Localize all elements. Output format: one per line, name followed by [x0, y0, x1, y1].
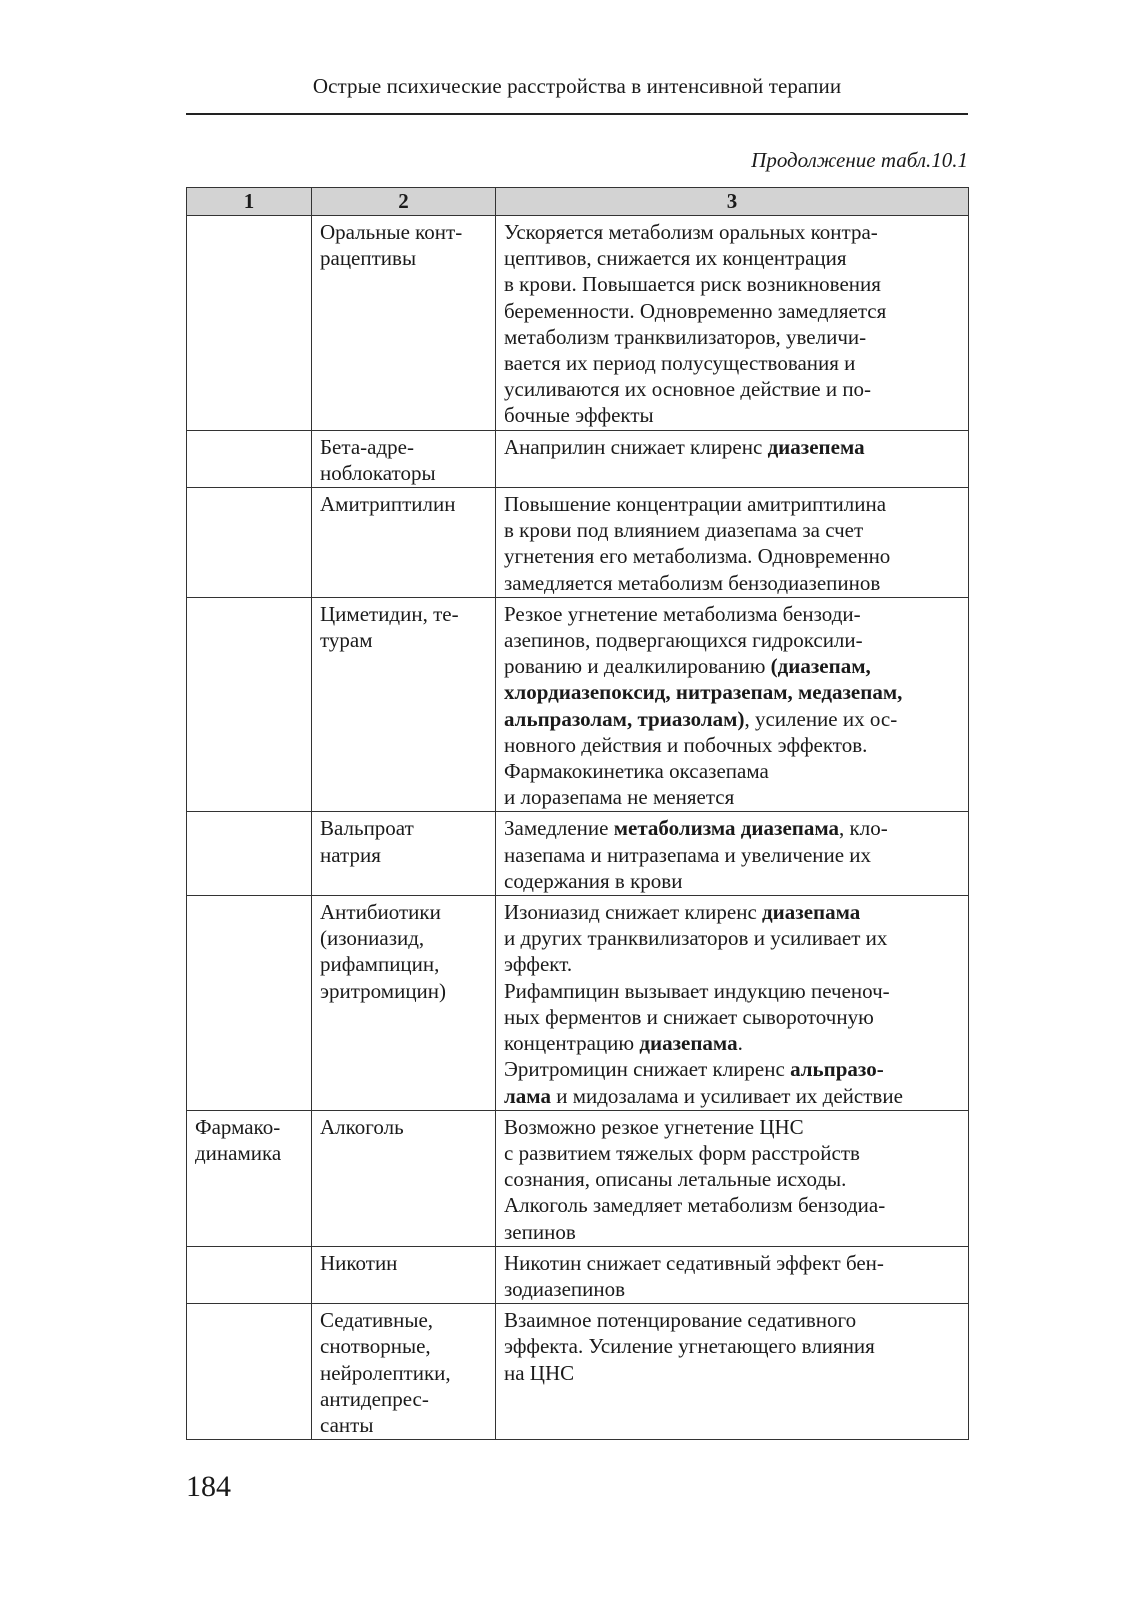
column-header-3: 3 [496, 188, 969, 216]
table-caption: Продолжение табл.10.1 [751, 148, 968, 172]
table-cell-effect [496, 597, 969, 812]
bold-drug-name: диазепама [762, 900, 861, 925]
table-row [187, 488, 969, 598]
bold-drug-name: метаболизма диазепама [613, 816, 840, 841]
running-header: Острые психические расстройства в интенсивной терапии [312, 74, 842, 98]
table-cell-drug: Никотин [312, 1246, 496, 1303]
table-cell-group [187, 488, 312, 598]
column-header-2: 2 [312, 188, 496, 216]
table-row [187, 216, 969, 431]
table-cell-effect [496, 1304, 969, 1440]
bold-drug-name: диазепема [767, 434, 865, 459]
table-header-row [187, 188, 969, 216]
table-cell-group [187, 1304, 312, 1440]
table-cell-drug: Оральные конт- рацептивы [312, 216, 496, 431]
text-segment: Ускоряется метаболизм оральных контра- цептивов, снижается их концентрация в крови. Повышается риск возникновения беременности. Одновременно замедляется метаболизм транквилизаторов, увеличи- вается их период полусуществования и усиливаются их основное действие и по- бочные эффекты [504, 220, 887, 428]
interaction-table [186, 187, 969, 1440]
table-row [187, 1246, 969, 1303]
table-body [187, 216, 969, 1440]
text-segment: и других транквилизаторов и усиливает их эффект. Рифампицин вызывает индукцию печеноч- ных ферментов и снижает сывороточную концентрацию [504, 926, 890, 1056]
table-row [187, 597, 969, 812]
bold-drug-name: (диазепам, хлордиазепоксид, нитразепам, медазепам, альпразолам, триазолам) [504, 654, 903, 731]
table-cell-drug: Амитриптилин [312, 488, 496, 598]
table-cell-group [187, 216, 312, 431]
text-segment: Изониазид снижает клиренс [504, 900, 763, 925]
table-cell-effect [496, 1110, 969, 1246]
page-number: 184 [186, 1470, 231, 1503]
table-cell-drug: Циметидин, те- турам [312, 597, 496, 812]
text-segment: Анаприлин снижает клиренс [504, 434, 768, 459]
text-segment: Повышение концентрации амитриптилина в крови под влиянием диазепама за счет угнетения его метаболизма. Одновременно замедляется метаболизм бензодиазепинов [504, 492, 891, 595]
table-cell-drug: Антибиотики (изониазид, рифампицин, эритромицин) [312, 896, 496, 1111]
table-cell-effect [496, 216, 969, 431]
text-segment: и мидозалама и усиливает их действие [550, 1083, 903, 1108]
bold-drug-name: диазепама [639, 1031, 738, 1056]
table-row [187, 812, 969, 896]
table-row [187, 430, 969, 487]
header-rule [186, 113, 968, 115]
table-cell-drug: Седативные, снотворные, нейролептики, антидепрес- санты [312, 1304, 496, 1440]
table-cell-group [187, 896, 312, 1111]
table-cell-group [187, 597, 312, 812]
text-segment: Никотин снижает седативный эффект бен- зодиазепинов [504, 1250, 884, 1301]
table-cell-drug: Вальпроат натрия [312, 812, 496, 896]
table-cell-effect [496, 1246, 969, 1303]
table-cell-effect [496, 430, 969, 487]
table-cell-effect [496, 896, 969, 1111]
text-segment: , кло- назепама и нитразепама и увеличение их содержания в крови [504, 816, 888, 893]
table-row [187, 1110, 969, 1246]
table-cell-group [187, 1246, 312, 1303]
text-segment: Взаимное потенцирование седативного эффекта. Усиление угнетающего влияния на ЦНС [504, 1308, 875, 1385]
table-cell-effect [496, 488, 969, 598]
table-cell-effect [496, 812, 969, 896]
text-segment: Возможно резкое угнетение ЦНС с развитием тяжелых форм расстройств сознания, описаны летальные исходы. Алкоголь замедляет метаболизм бензодиа- зепинов [504, 1114, 886, 1244]
column-header-1: 1 [187, 188, 312, 216]
table-cell-group [187, 430, 312, 487]
text-segment: Замедление [504, 816, 614, 841]
table-cell-drug: Алкоголь [312, 1110, 496, 1246]
table-cell-group: Фармако- динамика [187, 1110, 312, 1246]
table-row [187, 1304, 969, 1440]
text-segment: Резкое угнетение метаболизма бензоди- азепинов, подвергающихся гидроксили- рованию и деалкилированию [504, 601, 863, 679]
bold-drug-name: альпразо- лама [504, 1057, 884, 1108]
table-row [187, 896, 969, 1111]
text-segment: . Эритромицин снижает клиренс [504, 1031, 791, 1082]
text-segment: , усиление их ос- новного действия и побочных эффектов. Фармакокинетика оксазепама и лоразепама не меняется [504, 706, 898, 810]
table-cell-group [187, 812, 312, 896]
table-cell-drug: Бета-адре- ноблокаторы [312, 430, 496, 487]
